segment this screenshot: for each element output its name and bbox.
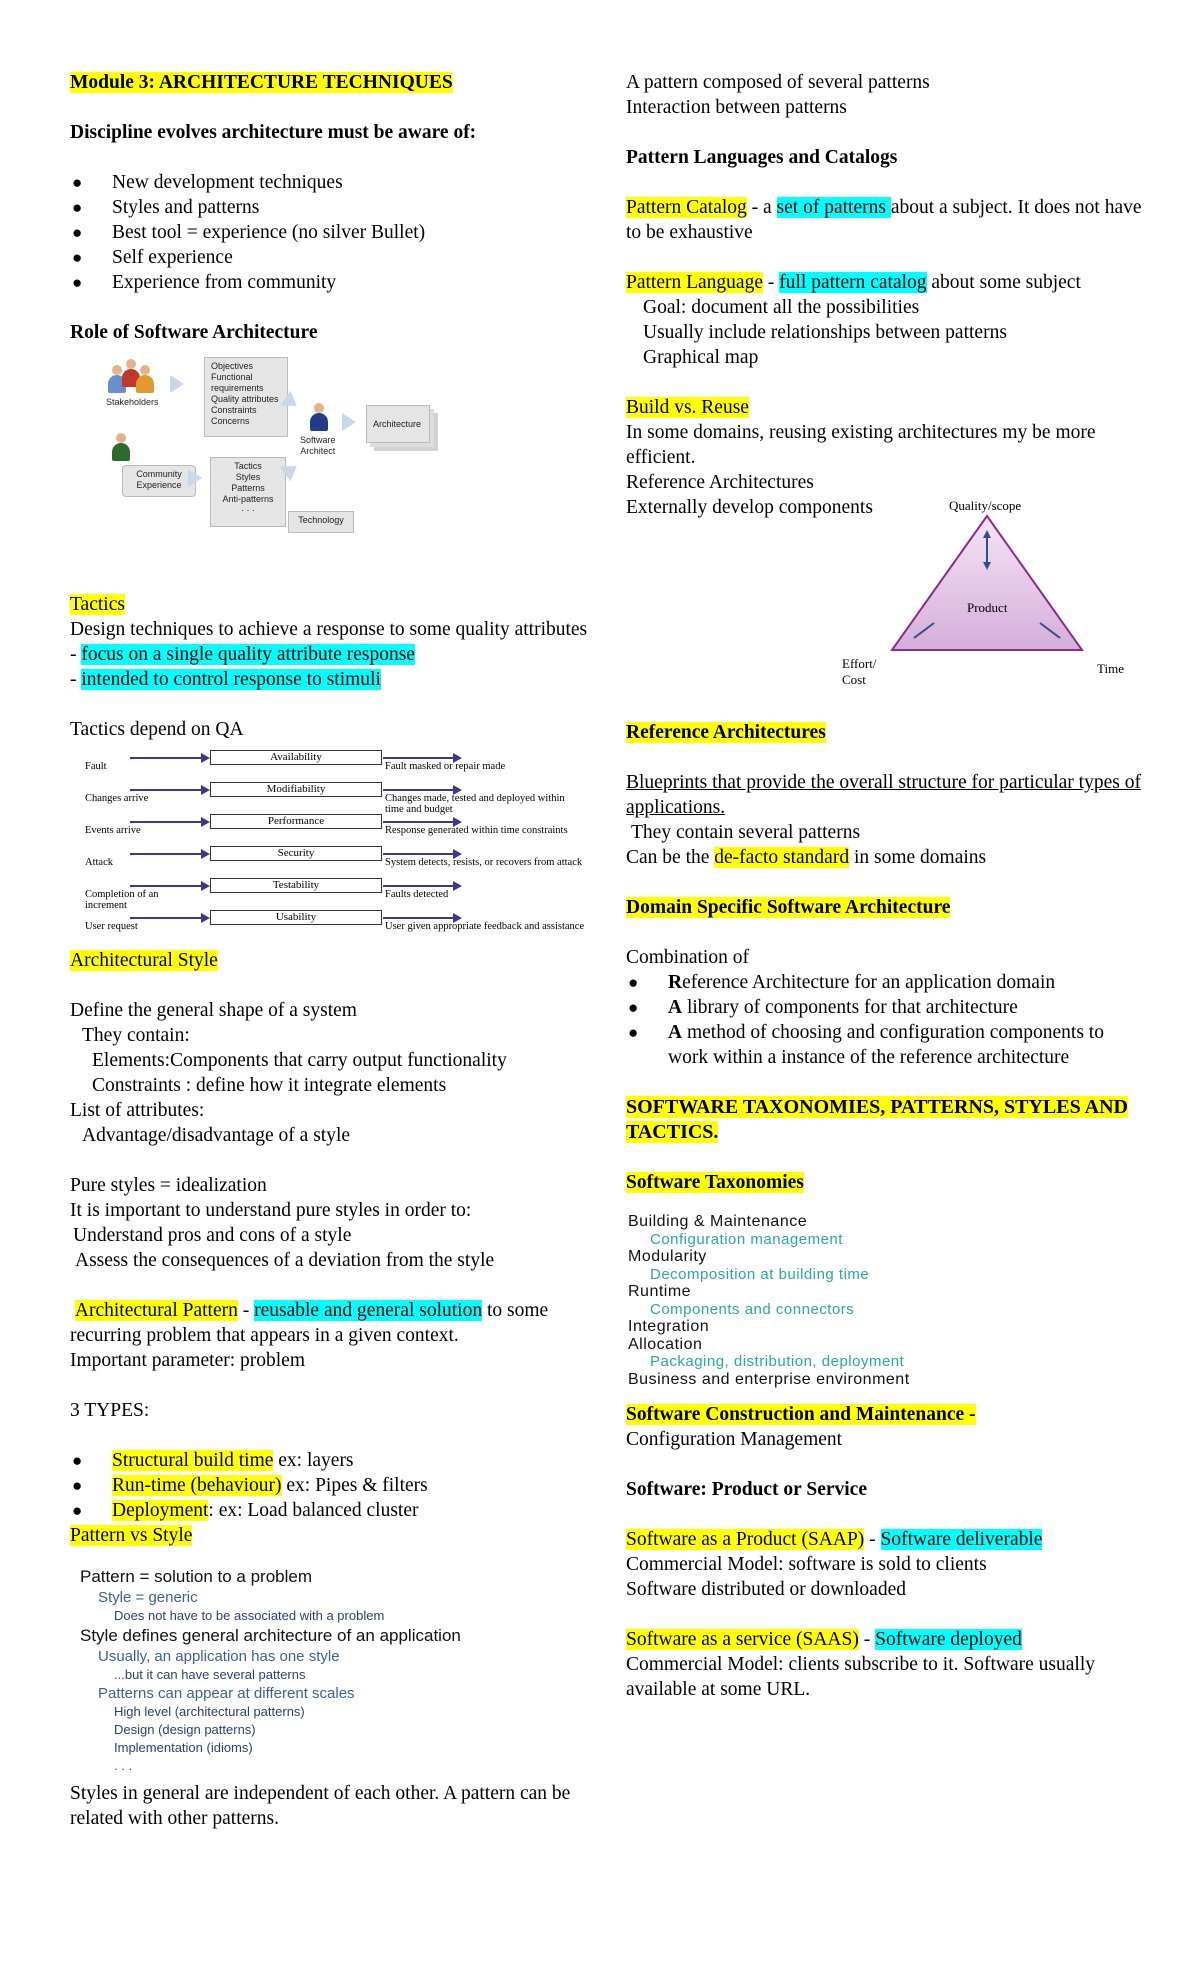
language-line: Goal: document all the possibilities bbox=[643, 297, 920, 318]
tactics-box-line: Styles bbox=[235, 472, 261, 482]
qa-diagram bbox=[85, 748, 585, 948]
top-line: Interaction between patterns bbox=[626, 97, 847, 118]
construction-line: Configuration Management bbox=[626, 1429, 843, 1450]
defacto-rest: in some domains bbox=[849, 847, 987, 868]
language-line: Usually include relationships between patterns bbox=[643, 322, 1007, 343]
tax-line: Allocation bbox=[628, 1335, 703, 1353]
style-line: Advantage/disadvantage of a style bbox=[82, 1125, 351, 1146]
triangle-center-label: Product bbox=[967, 600, 1008, 615]
stimulus-arrow bbox=[130, 789, 208, 791]
style-line: Define the general shape of a system bbox=[70, 1000, 357, 1021]
response-arrow bbox=[383, 757, 457, 759]
objectives-line: Quality attributes bbox=[211, 394, 279, 404]
tactics-box-line: Anti-patterns bbox=[222, 494, 274, 504]
response-arrow bbox=[383, 821, 457, 823]
architect-label bbox=[300, 435, 336, 457]
stimulus-label: Fault bbox=[85, 761, 107, 772]
pure-line: Assess the consequences of a deviation from the style bbox=[75, 1250, 495, 1271]
qa-box: Modifiability bbox=[210, 782, 382, 797]
list-item bbox=[70, 1448, 600, 1473]
pvs-line: ...but it can have several patterns bbox=[114, 1667, 306, 1682]
construction-heading: Software Construction and Maintenance - bbox=[626, 1404, 976, 1425]
style-line: Elements:Components that carry output functionality bbox=[92, 1050, 507, 1071]
saas-text: Commercial Model: clients subscribe to it. Software usually available at some URL. bbox=[626, 1654, 1095, 1700]
ref-underlined: Blueprints that provide the overall structure for particular types of applications. bbox=[626, 772, 1141, 818]
dssa-text: eference Architecture for an application domain bbox=[682, 972, 1056, 993]
objectives-line: Concerns bbox=[211, 416, 250, 426]
pvs-line: Patterns can appear at different scales bbox=[98, 1685, 355, 1702]
catalog-rest: about a subject. It does not have to be exhaustive bbox=[626, 197, 1142, 243]
tactics-desc: Design techniques to achieve a response to some quality attributes bbox=[70, 619, 588, 640]
tactics-point: focus on a single quality attribute response bbox=[81, 644, 415, 665]
type-label: Structural build time bbox=[112, 1450, 274, 1471]
style-line: They contain: bbox=[82, 1025, 190, 1046]
arch-pattern-label: Architectural Pattern bbox=[74, 1300, 238, 1321]
build-heading: Build vs. Reuse bbox=[626, 397, 749, 418]
pure-line: Pure styles = idealization bbox=[70, 1175, 267, 1196]
triangle-right-label: Time bbox=[1097, 661, 1124, 676]
list-item: ● Best tool = experience (no silver Bullet) bbox=[70, 220, 600, 245]
build-line: Externally develop components bbox=[626, 497, 873, 518]
separator: - bbox=[237, 1300, 255, 1321]
saap-line: Software distributed or downloaded bbox=[626, 1579, 906, 1600]
tactics-depend: Tactics depend on QA bbox=[70, 719, 244, 740]
style-line: List of attributes: bbox=[70, 1100, 205, 1121]
pattern-vs-style-figure bbox=[80, 1566, 600, 1775]
saas-paragraph bbox=[626, 1627, 1146, 1652]
saap-paragraph bbox=[626, 1527, 1146, 1552]
community-line: Community bbox=[136, 469, 182, 479]
response-label: Faults detected bbox=[385, 889, 449, 900]
stimulus-arrow bbox=[130, 821, 208, 823]
pvs-line: Design (design patterns) bbox=[114, 1722, 256, 1737]
ref-heading: Reference Architectures bbox=[626, 722, 826, 743]
types-heading: 3 TYPES: bbox=[70, 1400, 150, 1421]
arch-pattern-rest: to some recurring problem that appears in a given context. bbox=[70, 1300, 549, 1346]
language-label: Pattern Language bbox=[626, 272, 763, 293]
taxonomy-heading: SOFTWARE TAXONOMIES, PATTERNS, STYLES AND TACTICS. bbox=[626, 1096, 1128, 1143]
list-item bbox=[70, 1498, 600, 1523]
arch-pattern-param: Important parameter: problem bbox=[70, 1350, 305, 1371]
type-label: Deployment bbox=[112, 1500, 209, 1521]
dssa-initial: R bbox=[668, 972, 683, 993]
tax-line: Packaging, distribution, deployment bbox=[650, 1353, 905, 1370]
tactics-box bbox=[210, 457, 286, 527]
types-list bbox=[70, 1448, 600, 1523]
tax-line: Integration bbox=[628, 1318, 710, 1335]
qa-box: Availability bbox=[210, 750, 382, 765]
response-label: User given appropriate feedback and assistance bbox=[385, 921, 585, 932]
stimulus-label: Attack bbox=[85, 857, 113, 868]
pvs-line: Style defines general architecture of an application bbox=[80, 1626, 461, 1645]
dssa-initial: A bbox=[668, 1022, 683, 1043]
tax-line: Runtime bbox=[628, 1283, 692, 1300]
list-item: ● Self experience bbox=[70, 245, 600, 270]
pvs-line: Does not have to be associated with a problem bbox=[114, 1608, 385, 1623]
catalog-highlight: set of patterns bbox=[776, 197, 891, 218]
arrow-icon bbox=[201, 785, 210, 795]
defacto-highlight: de-facto standard bbox=[714, 847, 850, 868]
separator: - bbox=[763, 272, 780, 293]
type-example: ex: Pipes & filters bbox=[281, 1475, 428, 1496]
list-item bbox=[70, 1473, 600, 1498]
type-label: Run-time (behaviour) bbox=[112, 1475, 282, 1496]
stimulus-arrow bbox=[130, 757, 208, 759]
arrow-icon bbox=[342, 413, 356, 431]
left-column bbox=[70, 70, 600, 1831]
response-arrow bbox=[383, 789, 457, 791]
stimulus-arrow bbox=[130, 917, 208, 919]
tactics-heading: Tactics bbox=[70, 594, 125, 615]
stimulus-arrow bbox=[130, 885, 208, 887]
discipline-heading: Discipline evolves architecture must be aware of: bbox=[70, 122, 477, 143]
saap-line: Commercial Model: software is sold to clients bbox=[626, 1554, 987, 1575]
saas-highlight: Software deployed bbox=[875, 1629, 1022, 1650]
objectives-line: Constraints bbox=[211, 405, 257, 415]
sw-tax-heading: Software Taxonomies bbox=[626, 1172, 804, 1193]
stimulus-label: Events arrive bbox=[85, 825, 141, 836]
pure-line: Understand pros and cons of a style bbox=[73, 1225, 352, 1246]
product-service-heading: Software: Product or Service bbox=[626, 1479, 867, 1500]
list-item: ● New development techniques bbox=[70, 170, 600, 195]
qa-box: Usability bbox=[210, 910, 382, 925]
dssa-initial: A bbox=[668, 997, 683, 1018]
pvs-line: . . . bbox=[114, 1758, 133, 1773]
language-paragraph bbox=[626, 270, 1146, 295]
closing-paragraph: Styles in general are independent of each other. A pattern can be related with other patterns. bbox=[70, 1783, 571, 1829]
separator: - a bbox=[746, 197, 777, 218]
role-heading: Role of Software Architecture bbox=[70, 322, 318, 343]
arrow-icon bbox=[170, 375, 184, 393]
tactics-box-line: Patterns bbox=[231, 483, 265, 493]
qa-box: Testability bbox=[210, 878, 382, 893]
response-arrow bbox=[383, 853, 457, 855]
stimulus-label: Completion of an increment bbox=[85, 889, 159, 911]
catalog-label: Pattern Catalog bbox=[626, 197, 747, 218]
language-rest: about some subject bbox=[926, 272, 1081, 293]
architecture-box: Architecture bbox=[366, 405, 430, 443]
module-title: Module 3: ARCHITECTURE TECHNIQUES bbox=[70, 72, 453, 93]
build-line: Reference Architectures bbox=[626, 472, 814, 493]
arrow-icon bbox=[201, 881, 210, 891]
graduate-icon bbox=[112, 433, 130, 461]
dssa-list bbox=[626, 970, 1146, 1070]
architect-line: Software bbox=[300, 435, 336, 445]
right-column bbox=[626, 70, 1146, 1702]
list-item bbox=[626, 995, 1146, 1020]
stimulus-label: User request bbox=[85, 921, 138, 932]
pvs-line: Pattern = solution to a problem bbox=[80, 1567, 312, 1586]
technology-box: Technology bbox=[288, 511, 354, 533]
top-line: A pattern composed of several patterns bbox=[626, 72, 930, 93]
type-example: : ex: Load balanced cluster bbox=[208, 1500, 419, 1521]
combination: Combination of bbox=[626, 947, 749, 968]
community-line: Experience bbox=[136, 480, 182, 490]
pvs-line: Style = generic bbox=[98, 1589, 198, 1606]
response-label: System detects, resists, or recovers from attack bbox=[385, 857, 583, 868]
arrow-icon bbox=[201, 817, 210, 827]
arrow-icon bbox=[201, 849, 210, 859]
type-example: ex: layers bbox=[273, 1450, 354, 1471]
tax-line: Decomposition at building time bbox=[650, 1265, 870, 1283]
objectives-line: requirements bbox=[211, 383, 264, 393]
dash: - bbox=[70, 644, 82, 665]
objectives-line: Functional bbox=[211, 372, 253, 382]
architect-icon bbox=[310, 403, 328, 431]
arrow-icon bbox=[188, 469, 202, 487]
stakeholders-label: Stakeholders bbox=[106, 397, 159, 407]
pvs-line: Usually, an application has one style bbox=[98, 1648, 340, 1665]
tax-line: Components and connectors bbox=[650, 1300, 855, 1318]
separator: - bbox=[864, 1529, 881, 1550]
objectives-box bbox=[204, 357, 288, 437]
ref-defacto bbox=[626, 845, 1146, 870]
list-item: ● Experience from community bbox=[70, 270, 600, 295]
discipline-list bbox=[70, 170, 600, 295]
style-line: Constraints : define how it integrate elements bbox=[92, 1075, 447, 1096]
tactics-box-line: Tactics bbox=[234, 461, 262, 471]
stimulus-label: Changes arrive bbox=[85, 793, 149, 804]
dash: - bbox=[70, 669, 82, 690]
pvs-line: Implementation (idioms) bbox=[114, 1740, 253, 1755]
lang-heading: Pattern Languages and Catalogs bbox=[626, 147, 898, 168]
list-item bbox=[626, 970, 1146, 995]
response-label: Response generated within time constraints bbox=[385, 825, 568, 836]
pure-line: It is important to understand pure styles in order to: bbox=[70, 1200, 472, 1221]
language-highlight: full pattern catalog bbox=[779, 272, 927, 293]
stakeholder-icon bbox=[136, 365, 154, 393]
taxonomy-figure bbox=[628, 1213, 1146, 1388]
tax-line: Configuration management bbox=[650, 1230, 843, 1248]
response-label: Changes made, tested and deployed within time and budget bbox=[385, 793, 565, 815]
role-diagram bbox=[100, 353, 430, 553]
arrow-icon bbox=[201, 753, 210, 763]
dssa-text: library of components for that architecture bbox=[682, 997, 1018, 1018]
objectives-line: Objectives bbox=[211, 361, 254, 371]
response-label: Fault masked or repair made bbox=[385, 761, 506, 772]
saap-highlight: Software deliverable bbox=[880, 1529, 1043, 1550]
response-arrow bbox=[383, 885, 457, 887]
tactics-point: intended to control response to stimuli bbox=[81, 669, 381, 690]
dssa-text: method of choosing and configuration components to work within a instance of the reference architecture bbox=[668, 1022, 1104, 1068]
separator: - bbox=[858, 1629, 876, 1650]
ref-line: They contain several patterns bbox=[631, 822, 861, 843]
catalog-paragraph bbox=[626, 195, 1146, 245]
qa-box: Security bbox=[210, 846, 382, 861]
list-item bbox=[626, 1020, 1146, 1070]
defacto-pre: Can be the bbox=[626, 847, 715, 868]
tax-line: Business and enterprise environment bbox=[628, 1370, 910, 1388]
dssa-heading: Domain Specific Software Architecture bbox=[626, 897, 951, 918]
architect-line: Architect bbox=[300, 446, 336, 456]
tactics-box-line: · · · bbox=[241, 505, 255, 515]
pvs-line: High level (architectural patterns) bbox=[114, 1704, 305, 1719]
quality-triangle bbox=[822, 498, 1147, 698]
community-box bbox=[122, 465, 196, 497]
triangle-left-label: Effort/ Cost bbox=[842, 656, 877, 687]
tax-line: Building & Maintenance bbox=[628, 1213, 808, 1230]
stimulus-arrow bbox=[130, 853, 208, 855]
build-line: In some domains, reusing existing architectures my be more efficient. bbox=[626, 422, 1096, 468]
triangle-top-label: Quality/scope bbox=[949, 498, 1022, 513]
pvs-heading: Pattern vs Style bbox=[70, 1525, 193, 1546]
response-arrow bbox=[383, 917, 457, 919]
tax-line: Modularity bbox=[628, 1248, 707, 1265]
language-line: Graphical map bbox=[643, 347, 759, 368]
saas-label: Software as a service (SAAS) bbox=[626, 1629, 859, 1650]
arch-style-heading: Architectural Style bbox=[70, 950, 218, 971]
arch-pattern-paragraph bbox=[70, 1298, 600, 1348]
qa-box: Performance bbox=[210, 814, 382, 829]
arrow-icon bbox=[201, 913, 210, 923]
arch-pattern-highlight: reusable and general solution bbox=[254, 1300, 483, 1321]
list-item: ● Styles and patterns bbox=[70, 195, 600, 220]
saap-label: Software as a Product (SAAP) bbox=[626, 1529, 865, 1550]
